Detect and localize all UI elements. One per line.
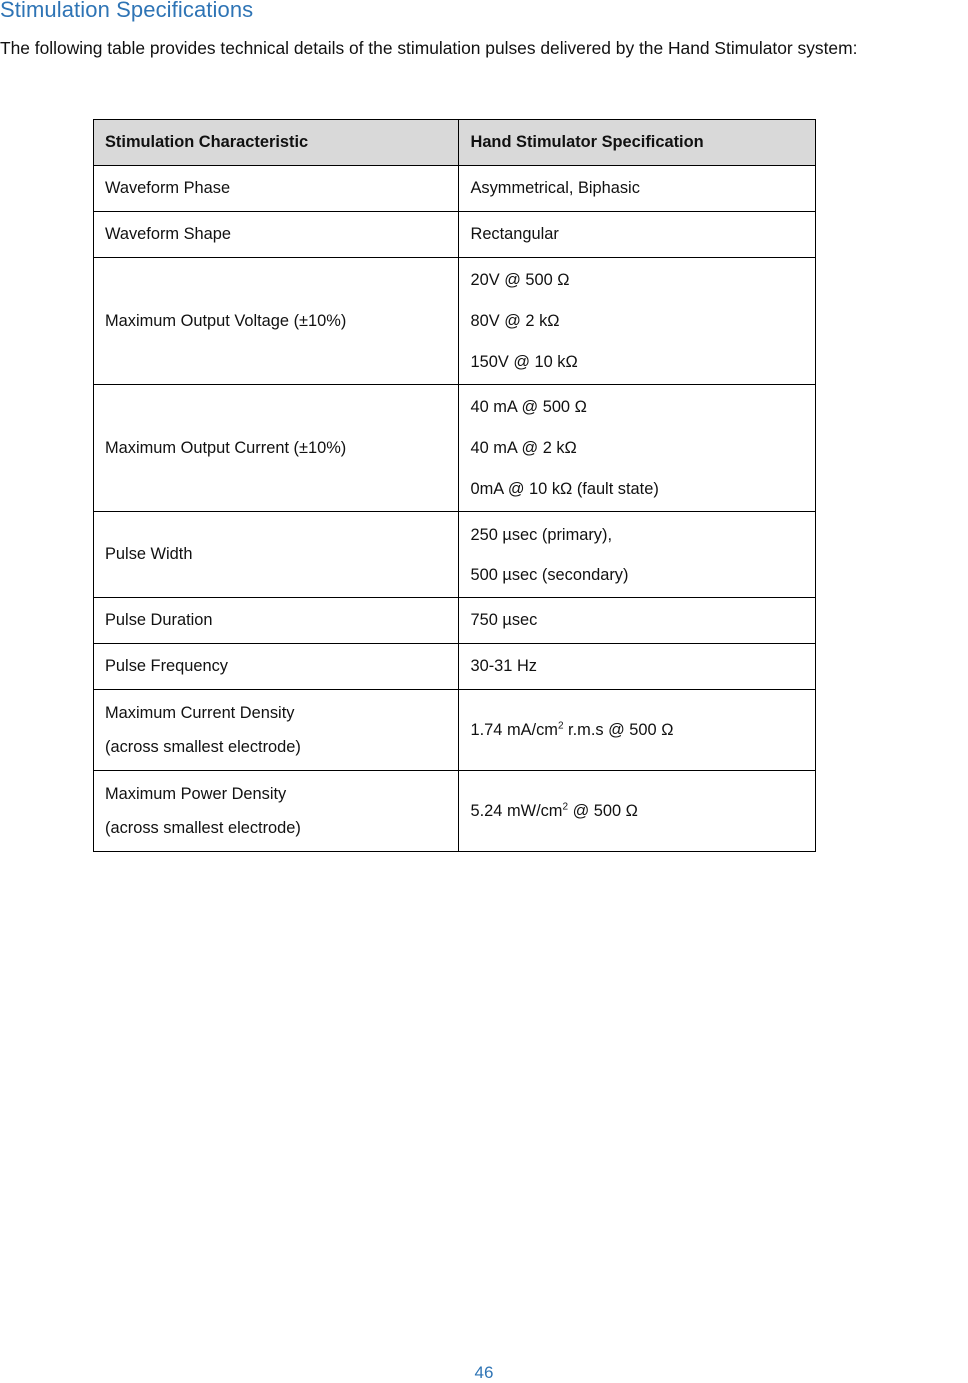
table-row [94,512,816,598]
specification-cell [459,771,816,852]
specification-cell: Rectangular [459,212,816,258]
table-row [94,771,816,852]
characteristic-line: Maximum Power Density [105,785,287,803]
superscript: 2 [562,801,569,813]
section-heading: Stimulation Specifications [0,0,254,22]
spec-value: 1.74 mA/cm [470,720,558,739]
table-row [94,598,816,644]
table-row [94,258,816,385]
table-row [94,690,816,771]
characteristic-cell [94,690,459,771]
spec-line: 150V @ 10 kΩ [470,352,578,371]
spec-value-tail: @ 500 Ω [568,801,638,820]
specification-cell [459,258,816,385]
characteristic-cell: Maximum Output Voltage (±10%) [94,258,459,385]
stimulation-spec-table [93,119,816,852]
spec-line: 20V @ 500 Ω [470,270,570,289]
specification-cell [459,690,816,771]
specification-cell [459,512,816,598]
spec-line: 0mA @ 10 kΩ (fault state) [470,479,659,498]
intro-paragraph: The following table provides technical details of the stimulation pulses delivered by the Hand Stimulator system: [0,38,858,58]
characteristic-cell: Pulse Duration [94,598,459,644]
spec-value: 5.24 mW/cm [470,801,563,820]
table-row [94,644,816,690]
page-number: 46 [474,1363,494,1382]
characteristic-cell: Pulse Frequency [94,644,459,690]
spec-line: 40 mA @ 2 kΩ [470,438,577,457]
characteristic-line: (across smallest electrode) [105,738,301,756]
characteristic-cell: Maximum Output Current (±10%) [94,385,459,512]
table-header-row [94,120,816,166]
characteristic-cell: Pulse Width [94,512,459,598]
specification-cell: 30-31 Hz [459,644,816,690]
spec-line: 250 µsec (primary), [470,525,612,544]
specification-cell: 750 µsec [459,598,816,644]
characteristic-line: (across smallest electrode) [105,819,301,837]
superscript: 2 [557,720,564,732]
spec-line: 40 mA @ 500 Ω [470,397,587,416]
spec-line: 500 µsec (secondary) [470,565,629,584]
spec-line: 80V @ 2 kΩ [470,311,560,330]
characteristic-line: Maximum Current Density [105,704,295,722]
table-row [94,212,816,258]
header-characteristic: Stimulation Characteristic [94,120,459,166]
table-row [94,166,816,212]
header-specification: Hand Stimulator Specification [459,120,816,166]
characteristic-cell: Waveform Shape [94,212,459,258]
specification-cell: Asymmetrical, Biphasic [459,166,816,212]
specification-cell [459,385,816,512]
characteristic-cell [94,771,459,852]
characteristic-cell: Waveform Phase [94,166,459,212]
table-row [94,385,816,512]
spec-value-tail: r.m.s @ 500 Ω [563,720,674,739]
